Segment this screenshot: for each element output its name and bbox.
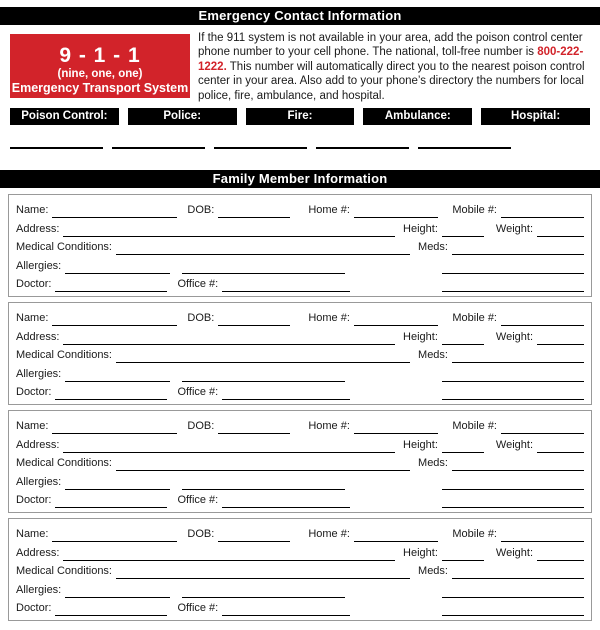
mobile-phone-line <box>501 313 584 326</box>
mobile-phone-label: Mobile #: <box>452 312 497 325</box>
dob-label: DOB: <box>187 420 215 433</box>
section-header-family <box>0 170 600 188</box>
911-number: 9 - 1 - 1 <box>59 44 141 67</box>
doctor-line <box>55 495 167 508</box>
address-line <box>63 332 395 345</box>
name-label: Name: <box>16 420 49 433</box>
dob-line <box>218 529 290 542</box>
meds-label: Meds: <box>418 349 448 362</box>
member-row-address <box>16 542 584 560</box>
medical-conditions-line <box>116 242 410 255</box>
office-phone-line <box>222 603 350 616</box>
name-label: Name: <box>16 528 49 541</box>
member-row-address <box>16 326 584 344</box>
office-phone-label: Office #: <box>177 493 219 506</box>
medical-conditions-line <box>116 350 410 363</box>
medical-conditions-label: Medical Conditions: <box>16 565 112 578</box>
name-line <box>52 421 177 434</box>
mobile-phone-line <box>501 205 584 218</box>
height-line <box>442 548 484 561</box>
member-row-doctor <box>16 598 584 616</box>
home-phone-line <box>354 205 438 218</box>
home-phone-label: Home #: <box>308 420 350 433</box>
contact-blank-line <box>112 147 205 149</box>
member-row-identity <box>16 308 584 326</box>
dob-label: DOB: <box>187 528 215 541</box>
home-phone-label: Home #: <box>308 204 350 217</box>
home-phone-line <box>354 313 438 326</box>
office-phone-label: Office #: <box>177 277 219 290</box>
weight-line <box>537 332 584 345</box>
member-row-identity <box>16 200 584 218</box>
address-line <box>63 548 395 561</box>
address-line <box>63 440 395 453</box>
allergies-extra-line <box>182 369 345 382</box>
weight-label: Weight: <box>495 438 533 451</box>
member-row-allergies <box>16 363 584 381</box>
911-subtitle: Emergency Transport System <box>11 81 189 95</box>
medical-conditions-label: Medical Conditions: <box>16 241 112 254</box>
emergency-contacts-row <box>10 108 590 125</box>
allergies-line <box>65 261 170 274</box>
address-label: Address: <box>16 438 60 451</box>
allergies-label: Allergies: <box>16 367 62 380</box>
height-line <box>442 224 484 237</box>
home-phone-label: Home #: <box>308 528 350 541</box>
weight-label: Weight: <box>495 546 533 559</box>
meds-label: Meds: <box>418 457 448 470</box>
family-member-block <box>8 194 592 297</box>
home-phone-label: Home #: <box>308 312 350 325</box>
mobile-phone-line <box>501 421 584 434</box>
member-row-medical <box>16 345 584 363</box>
section-header-emergency <box>0 7 600 25</box>
home-phone-line <box>354 529 438 542</box>
weight-label: Weight: <box>495 222 533 235</box>
office-phone-line <box>222 387 350 400</box>
doctor-line <box>55 603 167 616</box>
height-label: Height: <box>403 438 438 451</box>
name-label: Name: <box>16 312 49 325</box>
mobile-phone-label: Mobile #: <box>452 420 497 433</box>
medical-conditions-label: Medical Conditions: <box>16 349 112 362</box>
member-row-address <box>16 218 584 236</box>
meds-extra-line-2 <box>442 387 584 400</box>
office-phone-line <box>222 279 350 292</box>
member-row-doctor <box>16 382 584 400</box>
member-row-identity <box>16 524 584 542</box>
doctor-line <box>55 279 167 292</box>
allergies-extra-line <box>182 261 345 274</box>
meds-line <box>452 242 584 255</box>
weight-line <box>537 224 584 237</box>
family-member-block <box>8 518 592 621</box>
allergies-line <box>65 369 170 382</box>
name-line <box>52 205 177 218</box>
contact-box-ambulance: Ambulance: <box>363 108 472 125</box>
family-member-blocks <box>8 194 592 621</box>
contact-box-hospital: Hospital: <box>481 108 590 125</box>
address-label: Address: <box>16 330 60 343</box>
allergies-extra-line <box>182 477 345 490</box>
meds-label: Meds: <box>418 241 448 254</box>
meds-extra-line <box>442 585 584 598</box>
member-row-medical <box>16 237 584 255</box>
dob-line <box>218 421 290 434</box>
doctor-line <box>55 387 167 400</box>
mobile-phone-label: Mobile #: <box>452 528 497 541</box>
instructions-text-after: This number will automatically direct you to the nearest poison control center in your area. Also add to your phone’s directory the numbers for local police, fire, ambulance, and hospital. <box>198 60 585 102</box>
member-row-allergies <box>16 255 584 273</box>
meds-line <box>452 458 584 471</box>
weight-label: Weight: <box>495 330 533 343</box>
contact-blank-line <box>214 147 307 149</box>
poison-control-phone-number: 800-222-1222. <box>198 46 584 73</box>
medical-conditions-line <box>116 458 410 471</box>
intro-section <box>10 34 590 103</box>
medical-conditions-label: Medical Conditions: <box>16 457 112 470</box>
instructions-text-before: If the 911 system is not available in your area, add the poison control center phone number to your cell phone. The national, toll-free number is <box>198 32 583 59</box>
allergies-label: Allergies: <box>16 583 62 596</box>
dob-label: DOB: <box>187 204 215 217</box>
mobile-phone-label: Mobile #: <box>452 204 497 217</box>
member-row-address <box>16 434 584 452</box>
height-label: Height: <box>403 222 438 235</box>
poison-control-instructions <box>198 31 590 103</box>
member-row-allergies <box>16 471 584 489</box>
member-row-allergies <box>16 579 584 597</box>
address-label: Address: <box>16 546 60 559</box>
contact-box-police: Police: <box>128 108 237 125</box>
weight-line <box>537 548 584 561</box>
meds-line <box>452 350 584 363</box>
height-label: Height: <box>403 546 438 559</box>
meds-line <box>452 566 584 579</box>
contact-blank-line <box>10 147 103 149</box>
office-phone-line <box>222 495 350 508</box>
family-member-block <box>8 410 592 513</box>
address-label: Address: <box>16 222 60 235</box>
doctor-label: Doctor: <box>16 385 52 398</box>
home-phone-line <box>354 421 438 434</box>
doctor-label: Doctor: <box>16 277 52 290</box>
address-line <box>63 224 395 237</box>
dob-line <box>218 205 290 218</box>
office-phone-label: Office #: <box>177 385 219 398</box>
name-line <box>52 529 177 542</box>
contact-blank-line <box>316 147 409 149</box>
allergies-extra-line <box>182 585 345 598</box>
height-label: Height: <box>403 330 438 343</box>
dob-line <box>218 313 290 326</box>
medical-conditions-line <box>116 566 410 579</box>
meds-extra-line <box>442 369 584 382</box>
height-line <box>442 332 484 345</box>
allergies-label: Allergies: <box>16 259 62 272</box>
allergies-line <box>65 477 170 490</box>
member-row-doctor <box>16 274 584 292</box>
member-row-identity <box>16 416 584 434</box>
contact-box-poison-control: Poison Control: <box>10 108 119 125</box>
doctor-label: Doctor: <box>16 601 52 614</box>
member-row-doctor <box>16 490 584 508</box>
height-line <box>442 440 484 453</box>
office-phone-label: Office #: <box>177 601 219 614</box>
name-label: Name: <box>16 204 49 217</box>
meds-label: Meds: <box>418 565 448 578</box>
dob-label: DOB: <box>187 312 215 325</box>
emergency-contact-form <box>0 7 600 630</box>
member-row-medical <box>16 561 584 579</box>
contact-box-fire: Fire: <box>246 108 355 125</box>
family-section-title: Family Member Information <box>212 171 388 187</box>
family-member-block <box>8 302 592 405</box>
meds-extra-line-2 <box>442 603 584 616</box>
name-line <box>52 313 177 326</box>
meds-extra-line-2 <box>442 279 584 292</box>
911-badge <box>10 34 190 98</box>
weight-line <box>537 440 584 453</box>
911-words: (nine, one, one) <box>57 68 143 80</box>
meds-extra-line <box>442 477 584 490</box>
contact-blank-line <box>418 147 511 149</box>
member-row-medical <box>16 453 584 471</box>
emergency-contact-write-in-lines <box>10 147 513 149</box>
mobile-phone-line <box>501 529 584 542</box>
allergies-line <box>65 585 170 598</box>
allergies-label: Allergies: <box>16 475 62 488</box>
doctor-label: Doctor: <box>16 493 52 506</box>
emergency-section-title: Emergency Contact Information <box>198 8 402 23</box>
meds-extra-line <box>442 261 584 274</box>
meds-extra-line-2 <box>442 495 584 508</box>
